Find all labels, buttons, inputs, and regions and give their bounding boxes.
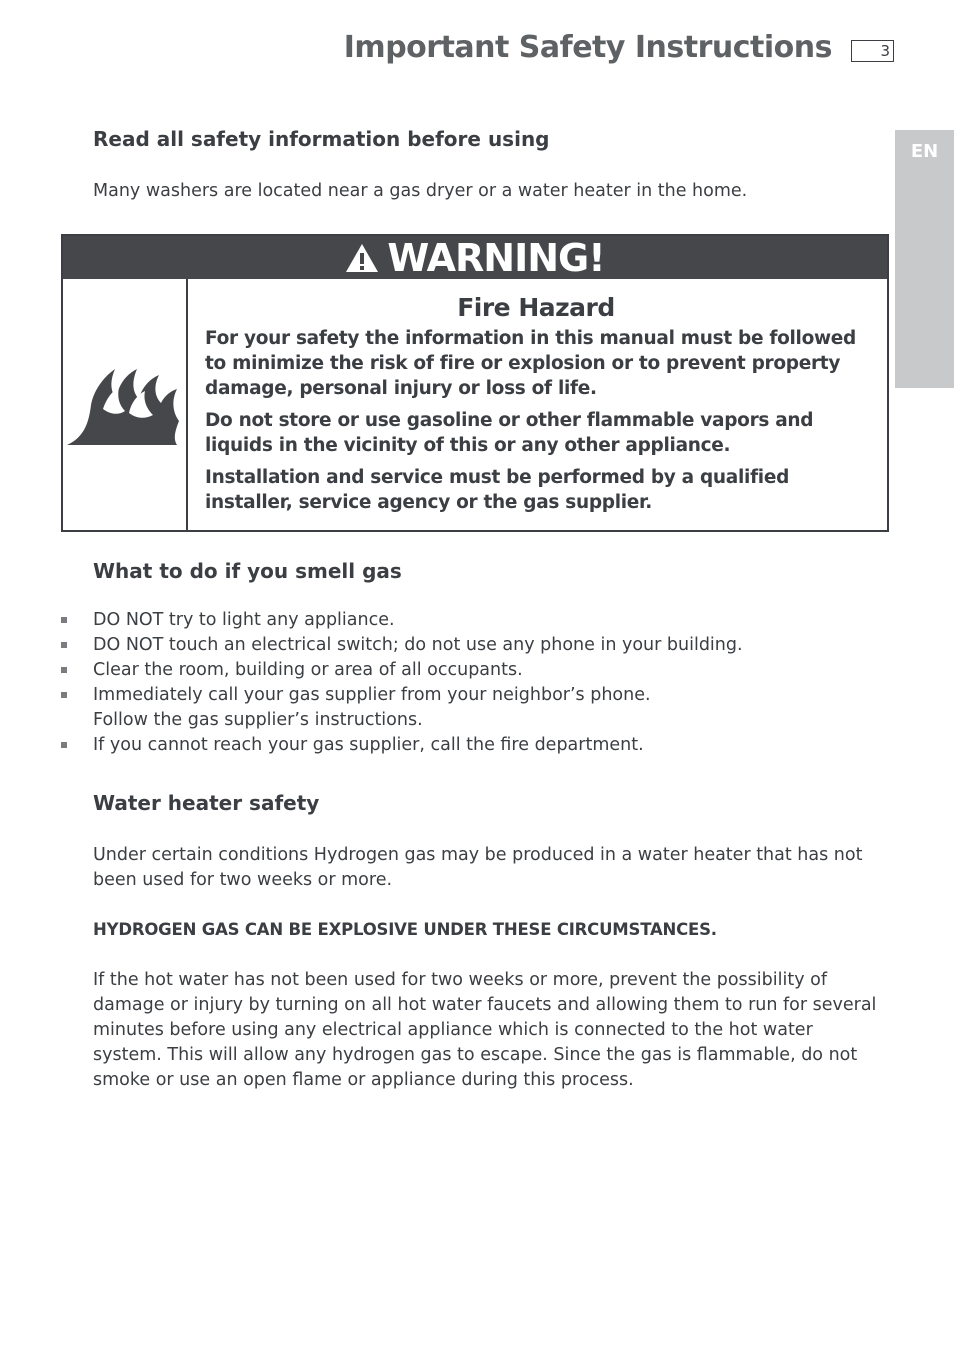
- bullet-icon: [61, 742, 67, 748]
- warning-box: [61, 234, 889, 532]
- list-item-text-continued: Follow the gas supplier’s instructions.: [93, 710, 423, 730]
- list-item: [61, 733, 743, 758]
- bullet-icon: [61, 692, 67, 698]
- intro-heading: Read all safety information before using: [93, 127, 550, 151]
- hazard-body: [205, 279, 867, 515]
- warning-header: [63, 236, 887, 279]
- hazard-paragraph: Do not store or use gasoline or other flammable vapors and liquids in the vicinity of this or any other appliance.: [205, 410, 814, 456]
- language-tab: [895, 130, 954, 388]
- page-title: Important Safety Instructions: [343, 30, 832, 65]
- list-item-text: If you cannot reach your gas supplier, call the fire department.: [93, 735, 644, 755]
- water-heater-instructions: If the hot water has not been used for two weeks or more, prevent the possibility of damage or injury by turning on all hot water faucets and allowing them to run for several minutes before using any electrical appliance which is connected to the hot water system. This will allow any hydrogen gas to escape. Since the gas is flammable, do not smoke or use an open flame or appliance during this process.: [93, 970, 877, 1090]
- list-item-text: Immediately call your gas supplier from your neighbor’s phone.: [93, 685, 651, 705]
- warning-title: WARNING!: [387, 235, 605, 280]
- list-item-text: DO NOT touch an electrical switch; do not use any phone in your building.: [93, 635, 743, 655]
- page-number: 3: [851, 40, 894, 62]
- hazard-paragraph: For your safety the information in this manual must be followed to minimize the risk of fire or explosion or to prevent property damage, personal injury or loss of life.: [205, 328, 856, 399]
- hazard-title: Fire Hazard: [457, 293, 615, 322]
- list-item: [61, 683, 743, 733]
- bullet-icon: [61, 617, 67, 623]
- list-item-text: DO NOT try to light any appliance.: [93, 610, 395, 630]
- list-item: [61, 608, 743, 633]
- flame-icon: [67, 365, 180, 447]
- water-heater-heading: Water heater safety: [93, 791, 320, 815]
- bullet-icon: [61, 667, 67, 673]
- language-label: EN: [910, 141, 939, 162]
- list-item: [61, 658, 743, 683]
- list-item: [61, 633, 743, 658]
- hazard-paragraph: Installation and service must be performed by a qualified installer, service agency or the gas supplier.: [205, 467, 790, 513]
- intro-text: Many washers are located near a gas dryer or a water heater in the home.: [93, 181, 748, 201]
- bullet-icon: [61, 642, 67, 648]
- smell-gas-list: [61, 608, 743, 758]
- warning-triangle-icon: [345, 243, 379, 273]
- smell-gas-heading: What to do if you smell gas: [93, 559, 402, 583]
- hazard-icon-cell: [63, 279, 188, 530]
- hydrogen-warning-caps: HYDROGEN GAS CAN BE EXPLOSIVE UNDER THESE CIRCUMSTANCES.: [93, 920, 717, 939]
- water-heater-text: Under certain conditions Hydrogen gas may be produced in a water heater that has not been used for two weeks or more.: [93, 845, 863, 890]
- list-item-text: Clear the room, building or area of all occupants.: [93, 660, 523, 680]
